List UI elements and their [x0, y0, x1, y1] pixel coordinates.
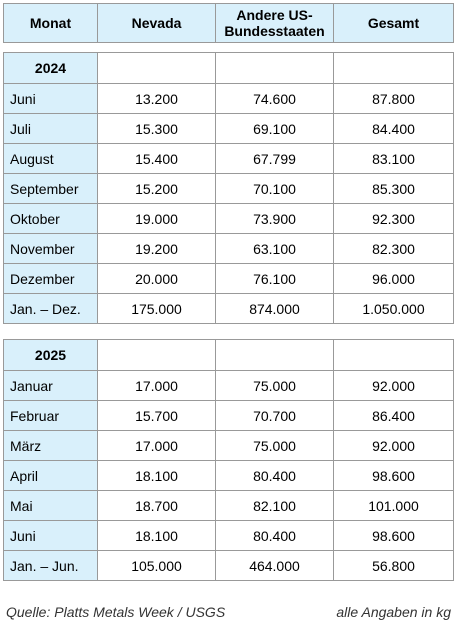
cell-other-states: 874.000 [216, 294, 334, 324]
table-row [4, 294, 454, 324]
header-table [3, 3, 454, 43]
empty-cell [216, 53, 334, 84]
cell-other-states: 75.000 [216, 431, 334, 461]
cell-other-states: 464.000 [216, 551, 334, 581]
empty-cell [334, 53, 454, 84]
header-nevada: Nevada [98, 4, 216, 43]
cell-month: Jan. – Jun. [4, 551, 98, 581]
cell-nevada: 15.200 [98, 174, 216, 204]
table-row [4, 461, 454, 491]
cell-other-states: 74.600 [216, 84, 334, 114]
table-row [4, 491, 454, 521]
table-row [4, 371, 454, 401]
cell-total: 101.000 [334, 491, 454, 521]
cell-nevada: 15.400 [98, 144, 216, 174]
header-other-line1: Andere US- [236, 7, 313, 23]
cell-total: 92.000 [334, 431, 454, 461]
header-total: Gesamt [334, 4, 454, 43]
cell-month: April [4, 461, 98, 491]
cell-other-states: 80.400 [216, 461, 334, 491]
cell-total: 85.300 [334, 174, 454, 204]
cell-month: März [4, 431, 98, 461]
cell-other-states: 70.100 [216, 174, 334, 204]
cell-other-states: 82.100 [216, 491, 334, 521]
cell-nevada: 13.200 [98, 84, 216, 114]
table-row [4, 174, 454, 204]
table-row [4, 144, 454, 174]
year-row [4, 53, 454, 84]
section-table-2024 [3, 52, 454, 324]
cell-total: 87.800 [334, 84, 454, 114]
cell-nevada: 15.700 [98, 401, 216, 431]
table-row [4, 234, 454, 264]
cell-month: Mai [4, 491, 98, 521]
cell-month: November [4, 234, 98, 264]
empty-cell [334, 340, 454, 371]
empty-cell [98, 340, 216, 371]
cell-month: Dezember [4, 264, 98, 294]
cell-month: August [4, 144, 98, 174]
cell-nevada: 15.300 [98, 114, 216, 144]
header-row [4, 4, 454, 43]
table-row [4, 204, 454, 234]
section-table-2025 [3, 339, 454, 581]
cell-month: Juli [4, 114, 98, 144]
cell-total: 82.300 [334, 234, 454, 264]
cell-other-states: 73.900 [216, 204, 334, 234]
header-month: Monat [4, 4, 98, 43]
cell-month: Oktober [4, 204, 98, 234]
header-other-states [216, 4, 334, 43]
year-row [4, 340, 454, 371]
table-row [4, 521, 454, 551]
table-row [4, 84, 454, 114]
cell-total: 1.050.000 [334, 294, 454, 324]
table-row [4, 114, 454, 144]
cell-other-states: 80.400 [216, 521, 334, 551]
cell-total: 83.100 [334, 144, 454, 174]
cell-other-states: 67.799 [216, 144, 334, 174]
cell-total: 56.800 [334, 551, 454, 581]
cell-nevada: 19.000 [98, 204, 216, 234]
cell-nevada: 105.000 [98, 551, 216, 581]
cell-total: 98.600 [334, 461, 454, 491]
cell-nevada: 18.100 [98, 461, 216, 491]
empty-cell [216, 340, 334, 371]
table-row [4, 431, 454, 461]
header-other-line2: Bundesstaaten [224, 23, 325, 39]
unit-note: alle Angaben in kg [336, 604, 451, 620]
cell-nevada: 19.200 [98, 234, 216, 264]
cell-other-states: 76.100 [216, 264, 334, 294]
cell-total: 84.400 [334, 114, 454, 144]
cell-total: 92.000 [334, 371, 454, 401]
source-note: Quelle: Platts Metals Week / USGS [6, 604, 226, 620]
cell-nevada: 175.000 [98, 294, 216, 324]
cell-total: 98.600 [334, 521, 454, 551]
cell-total: 92.300 [334, 204, 454, 234]
cell-nevada: 18.100 [98, 521, 216, 551]
cell-nevada: 17.000 [98, 371, 216, 401]
cell-nevada: 18.700 [98, 491, 216, 521]
table-row [4, 401, 454, 431]
cell-other-states: 75.000 [216, 371, 334, 401]
cell-total: 86.400 [334, 401, 454, 431]
empty-cell [98, 53, 216, 84]
cell-month: September [4, 174, 98, 204]
cell-total: 96.000 [334, 264, 454, 294]
cell-month: Januar [4, 371, 98, 401]
year-label: 2024 [4, 53, 98, 84]
cell-month: Juni [4, 84, 98, 114]
cell-month: Februar [4, 401, 98, 431]
year-label: 2025 [4, 340, 98, 371]
cell-nevada: 17.000 [98, 431, 216, 461]
cell-month: Juni [4, 521, 98, 551]
cell-other-states: 70.700 [216, 401, 334, 431]
cell-nevada: 20.000 [98, 264, 216, 294]
table-row [4, 264, 454, 294]
cell-month: Jan. – Dez. [4, 294, 98, 324]
table-row [4, 551, 454, 581]
cell-other-states: 63.100 [216, 234, 334, 264]
cell-other-states: 69.100 [216, 114, 334, 144]
